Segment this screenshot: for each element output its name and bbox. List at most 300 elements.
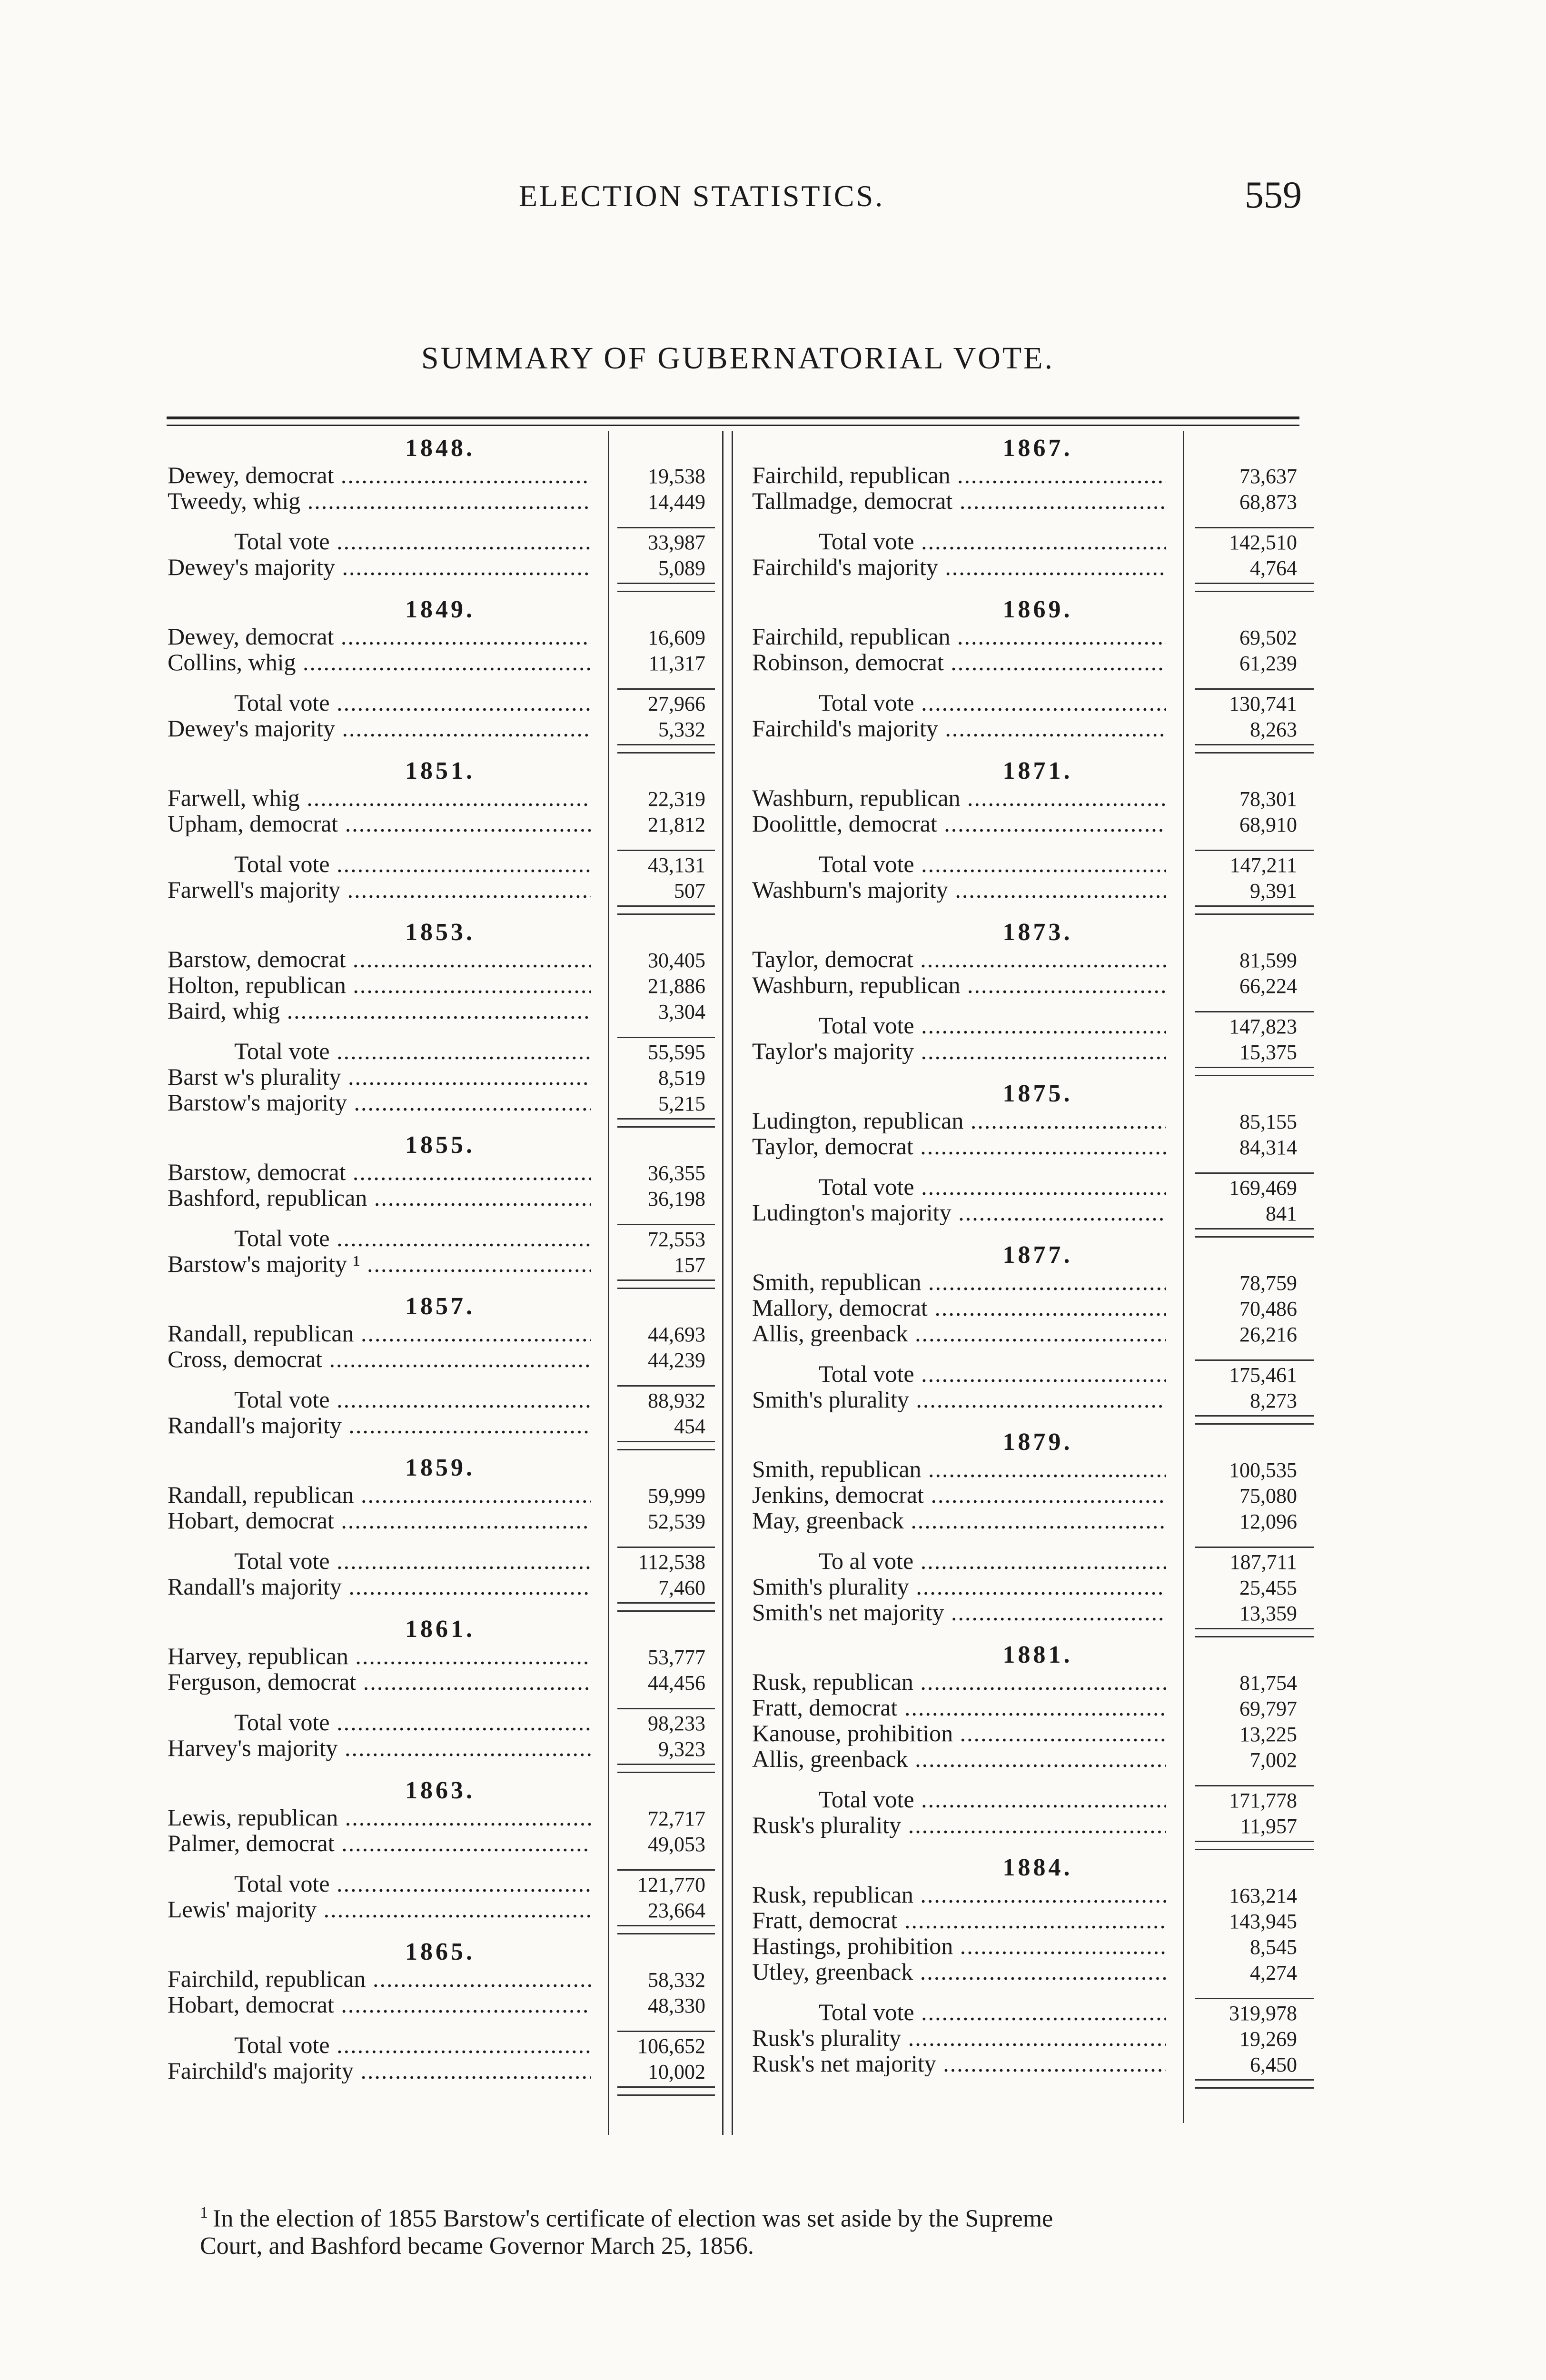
candidate-name: Tallmadge, democrat ..... xyxy=(752,488,1166,514)
election-1857 xyxy=(168,1293,713,1450)
candidate-votes: 36,198 xyxy=(648,1187,705,1210)
candidate-row xyxy=(168,1507,713,1533)
summary-value: 841 xyxy=(1266,1202,1297,1225)
summary-value: 5,332 xyxy=(658,718,705,741)
candidate-name: Tweedy, whig ..... xyxy=(168,488,591,514)
summary-label: Total vote ..... xyxy=(234,851,591,877)
result-row xyxy=(752,1038,1323,1064)
summary-value: 157 xyxy=(674,1253,705,1277)
candidate-votes: 44,693 xyxy=(648,1323,705,1346)
candidate-row xyxy=(168,972,713,998)
footnote-line-1: In the election of 1855 Barstow's certificate of election was set aside by the Supreme xyxy=(213,2205,1053,2232)
result-row xyxy=(752,1200,1323,1225)
summary-label: To al vote ..... xyxy=(819,1548,1166,1574)
candidate-name: Barstow, democrat ..... xyxy=(168,1159,591,1185)
footnote xyxy=(200,2199,1342,2260)
summary-label: Smith's net majority ..... xyxy=(752,1599,1166,1625)
election-1875 xyxy=(752,1080,1323,1238)
election-1877 xyxy=(752,1241,1323,1425)
election-1855 xyxy=(168,1131,713,1289)
candidate-votes: 66,224 xyxy=(1239,974,1297,998)
column-divider xyxy=(732,431,733,2135)
double-rule xyxy=(617,1764,715,1773)
election-year: 1861. xyxy=(405,1616,475,1643)
result-row xyxy=(752,1387,1323,1412)
candidate-votes: 36,355 xyxy=(648,1161,705,1185)
election-1881 xyxy=(752,1641,1323,1850)
result-row xyxy=(168,1064,713,1090)
summary-value: 88,932 xyxy=(648,1389,705,1412)
summary-label: Smith's plurality ..... xyxy=(752,1574,1166,1599)
result-row xyxy=(752,2051,1323,2076)
candidate-name: Utley, greenback ..... xyxy=(752,1959,1166,1984)
candidate-votes: 44,456 xyxy=(648,1671,705,1695)
result-row xyxy=(752,877,1323,902)
result-row xyxy=(168,2058,713,2083)
result-row xyxy=(168,1735,713,1761)
summary-label: Taylor's majority ..... xyxy=(752,1038,1166,1064)
candidate-votes: 163,214 xyxy=(1229,1884,1297,1907)
candidate-votes: 72,717 xyxy=(648,1807,705,1830)
candidate-name: Taylor, democrat ..... xyxy=(752,946,1166,972)
candidate-votes: 69,797 xyxy=(1239,1697,1297,1720)
candidate-name: May, greenback ..... xyxy=(752,1507,1166,1533)
page-title: SUMMARY OF GUBERNATORIAL VOTE. xyxy=(421,341,1055,376)
candidate-votes: 13,225 xyxy=(1239,1723,1297,1746)
summary-label: Total vote ..... xyxy=(819,851,1166,877)
candidate-votes: 8,545 xyxy=(1250,1935,1297,1959)
summary-value: 11,957 xyxy=(1240,1815,1297,1838)
candidate-votes: 19,538 xyxy=(648,465,705,488)
summary-label: Rusk's plurality ..... xyxy=(752,1812,1166,1838)
summary-label: Total vote ..... xyxy=(234,528,591,554)
candidate-votes: 100,535 xyxy=(1229,1458,1297,1482)
candidate-name: Fratt, democrat ..... xyxy=(752,1695,1166,1720)
candidate-name: Mallory, democrat ..... xyxy=(752,1295,1166,1320)
summary-label: Barstow's majority ..... xyxy=(168,1090,591,1115)
candidate-row xyxy=(168,1669,713,1695)
election-year: 1881. xyxy=(1002,1641,1073,1668)
result-row xyxy=(752,2025,1323,2051)
double-rule xyxy=(617,1118,715,1128)
candidate-name: Allis, greenback ..... xyxy=(752,1746,1166,1772)
candidate-row xyxy=(752,1720,1323,1746)
election-year: 1873. xyxy=(1002,919,1073,946)
total-vote-row xyxy=(168,1548,713,1574)
summary-value: 9,323 xyxy=(658,1737,705,1761)
candidate-votes: 21,886 xyxy=(648,974,705,998)
candidate-row xyxy=(752,1456,1323,1482)
summary-value: 27,966 xyxy=(648,692,705,715)
summary-label: Total vote ..... xyxy=(819,1174,1166,1200)
summary-label: Total vote ..... xyxy=(234,690,591,715)
summary-value: 13,359 xyxy=(1239,1602,1297,1625)
summary-label: Total vote ..... xyxy=(819,1361,1166,1387)
summary-value: 98,233 xyxy=(648,1712,705,1735)
candidate-row xyxy=(752,1669,1323,1695)
double-rule xyxy=(617,744,715,754)
summary-label: Smith's plurality ..... xyxy=(752,1387,1166,1412)
candidate-votes: 81,599 xyxy=(1239,949,1297,972)
candidate-row xyxy=(168,811,713,836)
election-year: 1871. xyxy=(1002,757,1073,784)
candidate-row xyxy=(752,811,1323,836)
summary-value: 130,741 xyxy=(1229,692,1297,715)
summary-value: 7,460 xyxy=(658,1576,705,1599)
summary-value: 8,273 xyxy=(1250,1389,1297,1412)
summary-label: Fairchild's majority ..... xyxy=(168,2058,591,2083)
candidate-name: Bashford, republican ..... xyxy=(168,1185,591,1210)
running-title: ELECTION STATISTICS. xyxy=(519,179,885,213)
summary-label: Randall's majority ..... xyxy=(168,1574,591,1599)
summary-value: 171,778 xyxy=(1229,1789,1297,1812)
summary-value: 5,215 xyxy=(658,1092,705,1115)
double-rule xyxy=(617,1925,715,1934)
election-1848 xyxy=(168,435,713,592)
election-1849 xyxy=(168,596,713,754)
double-rule xyxy=(617,1279,715,1289)
candidate-row xyxy=(168,1346,713,1372)
summary-label: Total vote ..... xyxy=(234,1709,591,1735)
summary-value: 23,664 xyxy=(648,1899,705,1922)
double-rule xyxy=(1195,1841,1314,1850)
total-vote-row xyxy=(168,528,713,554)
double-rule xyxy=(1195,744,1314,754)
candidate-name: Fratt, democrat ..... xyxy=(752,1907,1166,1933)
candidate-name: Baird, whig ..... xyxy=(168,998,591,1023)
candidate-row xyxy=(752,1269,1323,1295)
page-header xyxy=(0,174,1546,231)
candidate-votes: 68,910 xyxy=(1239,813,1297,836)
double-rule xyxy=(617,905,715,915)
candidate-votes: 78,759 xyxy=(1239,1271,1297,1295)
candidate-votes: 14,449 xyxy=(648,490,705,514)
summary-value: 5,089 xyxy=(658,556,705,580)
summary-label: Total vote ..... xyxy=(234,1225,591,1251)
total-vote-row xyxy=(168,851,713,877)
election-1884 xyxy=(752,1854,1323,2089)
election-year: 1875. xyxy=(1002,1080,1073,1107)
total-vote-row xyxy=(752,1361,1323,1387)
candidate-name: Washburn, republican ..... xyxy=(752,785,1166,811)
election-year: 1849. xyxy=(405,596,475,623)
candidate-name: Allis, greenback ..... xyxy=(752,1320,1166,1346)
summary-value: 25,455 xyxy=(1239,1576,1297,1599)
candidate-votes: 21,812 xyxy=(648,813,705,836)
summary-value: 319,978 xyxy=(1229,2002,1297,2025)
summary-value: 4,764 xyxy=(1250,556,1297,580)
candidate-name: Farwell, whig ..... xyxy=(168,785,591,811)
election-year: 1865. xyxy=(405,1938,475,1965)
candidate-row xyxy=(168,1992,713,2017)
candidate-name: Collins, whig ..... xyxy=(168,649,591,675)
summary-value: 175,461 xyxy=(1229,1363,1297,1387)
summary-label: Rusk's net majority ..... xyxy=(752,2051,1166,2076)
summary-label: Farwell's majority ..... xyxy=(168,877,591,902)
candidate-row xyxy=(168,1830,713,1856)
candidate-name: Lewis, republican ..... xyxy=(168,1805,591,1830)
candidate-name: Rusk, republican ..... xyxy=(752,1669,1166,1695)
candidate-name: Hastings, prohibition ..... xyxy=(752,1933,1166,1959)
candidate-row xyxy=(752,1108,1323,1133)
candidate-row xyxy=(752,1295,1323,1320)
summary-value: 121,770 xyxy=(637,1873,705,1896)
candidate-name: Randall, republican ..... xyxy=(168,1320,591,1346)
double-rule xyxy=(617,1602,715,1612)
candidate-name: Harvey, republican ..... xyxy=(168,1643,591,1669)
candidate-row xyxy=(168,946,713,972)
total-vote-row xyxy=(752,851,1323,877)
summary-label: Total vote ..... xyxy=(819,1786,1166,1812)
candidate-row xyxy=(752,785,1323,811)
total-vote-row xyxy=(752,1012,1323,1038)
candidate-votes: 12,096 xyxy=(1239,1510,1297,1533)
summary-label: Barst w's plurality ..... xyxy=(168,1064,591,1090)
double-rule xyxy=(1195,1628,1314,1637)
total-vote-row xyxy=(752,1999,1323,2025)
candidate-votes: 73,637 xyxy=(1239,465,1297,488)
summary-label: Total vote ..... xyxy=(234,1387,591,1412)
candidate-row xyxy=(168,1159,713,1185)
summary-value: 106,652 xyxy=(637,2034,705,2058)
candidate-name: Kanouse, prohibition ..... xyxy=(752,1720,1166,1746)
candidate-votes: 68,873 xyxy=(1239,490,1297,514)
election-1867 xyxy=(752,435,1323,592)
candidate-votes: 78,301 xyxy=(1239,787,1297,811)
candidate-row xyxy=(168,998,713,1023)
right-column xyxy=(752,431,1323,2089)
footnote-line-2: Court, and Bashford became Governor March 25, 1856. xyxy=(200,2232,754,2260)
summary-value: 43,131 xyxy=(648,853,705,877)
summary-value: 10,002 xyxy=(648,2060,705,2083)
candidate-name: Jenkins, democrat ..... xyxy=(752,1482,1166,1507)
total-vote-row xyxy=(752,528,1323,554)
candidate-votes: 3,304 xyxy=(658,1000,705,1023)
election-1879 xyxy=(752,1428,1323,1637)
summary-label: Harvey's majority ..... xyxy=(168,1735,591,1761)
candidate-votes: 48,330 xyxy=(648,1994,705,2017)
summary-value: 147,211 xyxy=(1229,853,1297,877)
summary-label: Randall's majority ..... xyxy=(168,1412,591,1438)
summary-label: Total vote ..... xyxy=(234,1038,591,1064)
election-year: 1853. xyxy=(405,919,475,946)
election-year: 1857. xyxy=(405,1293,475,1320)
candidate-name: Fairchild, republican ..... xyxy=(752,624,1166,649)
candidate-votes: 61,239 xyxy=(1239,652,1297,675)
total-vote-row xyxy=(168,1038,713,1064)
candidate-votes: 49,053 xyxy=(648,1833,705,1856)
candidate-row xyxy=(168,488,713,514)
summary-label: Ludington's majority ..... xyxy=(752,1200,1166,1225)
result-row xyxy=(752,715,1323,741)
election-1871 xyxy=(752,757,1323,915)
candidate-row xyxy=(752,1507,1323,1533)
candidate-row xyxy=(752,1320,1323,1346)
candidate-row xyxy=(752,1959,1323,1984)
double-rule xyxy=(1195,1228,1314,1238)
election-year: 1855. xyxy=(405,1131,475,1159)
candidate-row xyxy=(752,972,1323,998)
candidate-votes: 11,317 xyxy=(648,652,705,675)
summary-value: 142,510 xyxy=(1229,531,1297,554)
candidate-row xyxy=(752,1746,1323,1772)
total-vote-row xyxy=(168,2032,713,2058)
election-year: 1884. xyxy=(1002,1854,1073,1881)
result-row xyxy=(752,1599,1323,1625)
footnote-mark: 1 xyxy=(200,2204,208,2221)
double-rule xyxy=(1195,1415,1314,1425)
candidate-name: Hobart, democrat ..... xyxy=(168,1507,591,1533)
candidate-name: Hobart, democrat ..... xyxy=(168,1992,591,2017)
left-column xyxy=(168,431,713,2096)
candidate-name: Randall, republican ..... xyxy=(168,1482,591,1507)
candidate-name: Smith, republican ..... xyxy=(752,1269,1166,1295)
candidate-name: Ferguson, democrat ..... xyxy=(168,1669,591,1695)
table-top-rule-thin xyxy=(167,425,1299,426)
result-row xyxy=(168,877,713,902)
double-rule xyxy=(617,1441,715,1450)
candidate-row xyxy=(168,624,713,649)
candidate-row xyxy=(168,1320,713,1346)
summary-label: Total vote ..... xyxy=(234,2032,591,2058)
result-row xyxy=(168,554,713,580)
candidate-row xyxy=(168,1482,713,1507)
candidate-name: Cross, democrat ..... xyxy=(168,1346,591,1372)
election-year: 1869. xyxy=(1002,596,1073,623)
summary-value: 112,538 xyxy=(638,1550,705,1574)
candidate-name: Upham, democrat ..... xyxy=(168,811,591,836)
summary-label: Total vote ..... xyxy=(819,1012,1166,1038)
candidate-name: Fairchild, republican ..... xyxy=(752,462,1166,488)
summary-label: Dewey's majority ..... xyxy=(168,715,591,741)
double-rule xyxy=(1195,2079,1314,2089)
summary-value: 147,823 xyxy=(1229,1015,1297,1038)
result-row xyxy=(752,1574,1323,1599)
summary-label: Fairchild's majority ..... xyxy=(752,554,1166,580)
candidate-name: Doolittle, democrat ..... xyxy=(752,811,1166,836)
summary-label: Rusk's plurality ..... xyxy=(752,2025,1166,2051)
candidate-row xyxy=(752,488,1323,514)
total-vote-row xyxy=(752,1786,1323,1812)
summary-label: Total vote ..... xyxy=(819,690,1166,715)
candidate-votes: 59,999 xyxy=(648,1484,705,1507)
summary-value: 507 xyxy=(674,879,705,902)
election-year: 1879. xyxy=(1002,1428,1073,1456)
result-row xyxy=(168,1574,713,1599)
summary-value: 9,391 xyxy=(1250,879,1297,902)
total-vote-row xyxy=(168,1709,713,1735)
summary-label: Barstow's majority ¹ ..... xyxy=(168,1251,591,1277)
election-year: 1867. xyxy=(1002,435,1073,462)
summary-value: 187,711 xyxy=(1229,1550,1297,1574)
candidate-name: Washburn, republican ..... xyxy=(752,972,1166,998)
candidate-row xyxy=(752,649,1323,675)
candidate-row xyxy=(168,1643,713,1669)
candidate-votes: 75,080 xyxy=(1239,1484,1297,1507)
double-rule xyxy=(1195,905,1314,915)
candidate-row xyxy=(752,1133,1323,1159)
candidate-row xyxy=(168,462,713,488)
candidate-votes: 4,274 xyxy=(1250,1961,1297,1984)
summary-value: 8,263 xyxy=(1250,718,1297,741)
candidate-name: Smith, republican ..... xyxy=(752,1456,1166,1482)
summary-value: 72,553 xyxy=(648,1228,705,1251)
candidate-votes: 26,216 xyxy=(1239,1323,1297,1346)
total-vote-row xyxy=(752,1548,1323,1574)
candidate-votes: 7,002 xyxy=(1250,1748,1297,1772)
candidate-row xyxy=(168,785,713,811)
candidate-votes: 81,754 xyxy=(1239,1671,1297,1695)
election-1853 xyxy=(168,919,713,1128)
candidate-votes: 143,945 xyxy=(1229,1910,1297,1933)
election-1863 xyxy=(168,1777,713,1934)
summary-value: 55,595 xyxy=(648,1041,705,1064)
summary-label: Total vote ..... xyxy=(234,1548,591,1574)
candidate-votes: 16,609 xyxy=(648,626,705,649)
candidate-name: Barstow, democrat ..... xyxy=(168,946,591,972)
election-1873 xyxy=(752,919,1323,1076)
total-vote-row xyxy=(752,1174,1323,1200)
candidate-row xyxy=(168,649,713,675)
candidate-row xyxy=(752,1907,1323,1933)
candidate-row xyxy=(168,1185,713,1210)
double-rule xyxy=(1195,1067,1314,1076)
election-1865 xyxy=(168,1938,713,2096)
candidate-row xyxy=(752,624,1323,649)
candidate-row xyxy=(752,1933,1323,1959)
candidate-votes: 53,777 xyxy=(648,1646,705,1669)
candidate-votes: 30,405 xyxy=(648,949,705,972)
candidate-votes: 52,539 xyxy=(648,1510,705,1533)
candidate-votes: 58,332 xyxy=(648,1968,705,1992)
candidate-row xyxy=(752,462,1323,488)
candidate-name: Robinson, democrat ..... xyxy=(752,649,1166,675)
summary-value: 454 xyxy=(674,1415,705,1438)
candidate-name: Fairchild, republican ..... xyxy=(168,1966,591,1992)
election-1869 xyxy=(752,596,1323,754)
election-year: 1859. xyxy=(405,1454,475,1481)
candidate-votes: 84,314 xyxy=(1239,1136,1297,1159)
candidate-name: Ludington, republican ..... xyxy=(752,1108,1166,1133)
result-row xyxy=(752,1812,1323,1838)
result-row xyxy=(168,1896,713,1922)
summary-value: 6,450 xyxy=(1250,2053,1297,2076)
summary-label: Dewey's majority ..... xyxy=(168,554,591,580)
result-row xyxy=(168,1412,713,1438)
candidate-row xyxy=(752,1482,1323,1507)
candidate-votes: 70,486 xyxy=(1239,1297,1297,1320)
summary-value: 169,469 xyxy=(1229,1176,1297,1200)
summary-label: Fairchild's majority ..... xyxy=(752,715,1166,741)
candidate-row xyxy=(168,1966,713,1992)
column-divider xyxy=(722,431,723,2135)
summary-value: 33,987 xyxy=(648,531,705,554)
total-vote-row xyxy=(752,690,1323,715)
candidate-row xyxy=(752,1695,1323,1720)
candidate-votes: 22,319 xyxy=(648,787,705,811)
candidate-name: Taylor, democrat ..... xyxy=(752,1133,1166,1159)
summary-label: Total vote ..... xyxy=(234,1871,591,1896)
total-vote-row xyxy=(168,1387,713,1412)
election-year: 1863. xyxy=(405,1777,475,1804)
candidate-name: Holton, republican ..... xyxy=(168,972,591,998)
election-1859 xyxy=(168,1454,713,1612)
double-rule xyxy=(617,583,715,592)
double-rule xyxy=(1195,583,1314,592)
candidate-row xyxy=(752,946,1323,972)
candidate-name: Rusk, republican ..... xyxy=(752,1882,1166,1907)
candidate-name: Dewey, democrat ..... xyxy=(168,462,591,488)
